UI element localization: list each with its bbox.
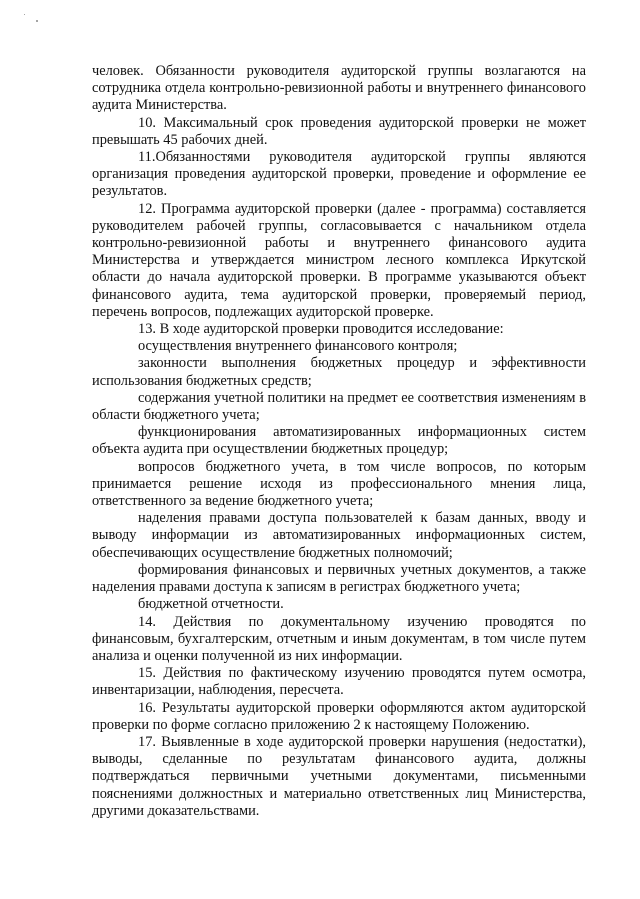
- list-item-accounting-questions: вопросов бюджетного учета, в том числе вопросов, по которым принимается решение исходя из профессионального мнения лица, ответственного за ведение бюджетного учета;: [92, 458, 586, 510]
- paragraph-11: 11.Обязанностями руководителя аудиторской группы являются организация проведения аудиторской проверки, проведение и оформление ее результатов.: [92, 149, 586, 200]
- list-item-budget-procedures: законности выполнения бюджетных процедур и эффективности использования бюджетных средств;: [92, 355, 586, 389]
- paragraph-13: 13. В ходе аудиторской проверки проводится исследование:: [138, 321, 504, 338]
- paragraph-continuation: человек. Обязанности руководителя аудиторской группы возлагаются на сотрудника отдела контрольно-ревизионной работы и внутреннего финансового аудита Министерства.: [92, 63, 586, 114]
- list-item-access-rights: наделения правами доступа пользователей к базам данных, вводу и выводу информации из автоматизированных информационных систем, обеспечивающих осуществление бюджетных полномочий;: [92, 510, 586, 561]
- paragraph-10: 10. Максимальный срок проведения аудиторской проверки не может превышать 45 рабочих дней.: [92, 114, 586, 148]
- paragraph-16: 16. Результаты аудиторской проверки оформляются актом аудиторской проверки по форме согласно приложению 2 к настоящему Положению.: [92, 699, 586, 733]
- paragraph-15: 15. Действия по фактическому изучению проводятся путем осмотра, инвентаризации, наблюдения, пересчета.: [92, 665, 586, 699]
- scan-speck: [24, 14, 25, 15]
- list-item-documents: формирования финансовых и первичных учетных документов, а также наделения правами доступа к записям в регистрах бюджетного учета;: [92, 561, 586, 596]
- list-item-information-systems: функционирования автоматизированных информационных систем объекта аудита при осуществлении бюджетных процедур;: [92, 424, 586, 458]
- paragraph-12: 12. Программа аудиторской проверки (далее - программа) составляется руководителем рабочей группы, согласовывается с начальником отдела контрольно-ревизионной работы и внутреннего финансового аудита Министерства и утверждается министром лесного комплекса Иркутской области до начала аудиторской проверки. В программе указываются объект финансового аудита, тема аудиторской проверки, проверяемый период, перечень вопросов, подлежащих аудиторской проверке.: [92, 200, 586, 320]
- list-item-accounting-policy: содержания учетной политики на предмет ее соответствия изменениям в области бюджетного учета;: [92, 389, 586, 424]
- list-item-reporting: бюджетной отчетности.: [138, 596, 284, 613]
- paragraph-14: 14. Действия по документальному изучению проводятся по финансовым, бухгалтерским, отчетным и иным документам, в том числе путем анализа и оценки полученной из них информации.: [92, 613, 586, 664]
- scan-speck: [36, 20, 38, 22]
- document-body: [92, 63, 586, 820]
- list-item-internal-control: осуществления внутреннего финансового контроля;: [138, 338, 458, 355]
- paragraph-17: 17. Выявленные в ходе аудиторской проверки нарушения (недостатки), выводы, сделанные по результатам финансового аудита, должны подтверждаться первичными учетными документами, письменными пояснениями должностных и материально ответственных лиц Министерства, другими доказательствами.: [92, 733, 586, 819]
